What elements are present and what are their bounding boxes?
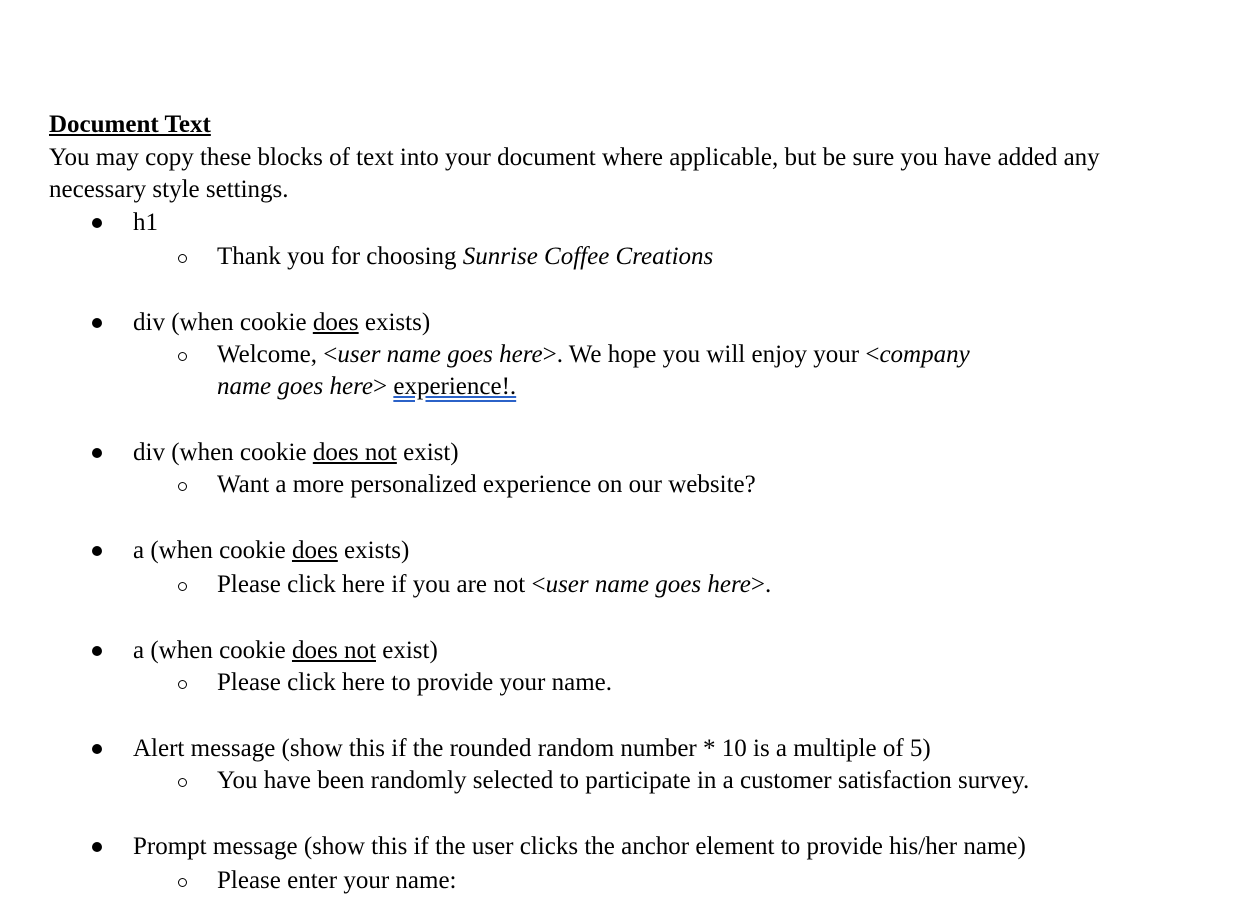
content-text: You have been randomly selected to participate in a customer satisfaction survey. (217, 767, 1030, 794)
section-label-underlined: does (312, 309, 359, 336)
section-label (133, 734, 931, 764)
section-label-underlined: does (291, 537, 338, 564)
sub-bullet-icon (178, 878, 187, 887)
content-text: > (372, 373, 394, 400)
bullet-icon (92, 546, 102, 556)
section-label-text: Alert message (show this if the rounded random number * 10 is a multiple of 5) (133, 735, 931, 762)
content-text: >. We hope you will enjoy your < (542, 341, 880, 368)
section-label-text: exists) (358, 309, 431, 336)
content-text: Want a more personalized experience on our website? (217, 471, 756, 498)
bullet-icon (92, 448, 102, 458)
section-content (217, 242, 713, 272)
section-label-text: exist) (396, 439, 459, 466)
document-heading: Document Text (49, 111, 211, 138)
section-label-text: exist) (376, 637, 438, 664)
bullet-icon (92, 744, 102, 754)
content-text: Thank you for choosing (217, 243, 463, 270)
bullet-icon (92, 318, 102, 328)
bullet-icon (92, 842, 102, 852)
placeholder-italic: name goes here (217, 373, 373, 400)
content-text: Welcome, < (217, 341, 338, 368)
section-label-text: a (when cookie (133, 637, 292, 664)
section-content (217, 668, 612, 698)
section-content (217, 766, 1029, 796)
content-text: Please click here to provide your name. (217, 669, 612, 696)
section-label-underlined: does not (291, 637, 376, 664)
section-content (217, 470, 756, 500)
section-label (133, 832, 1026, 862)
sub-bullet-icon (178, 582, 187, 591)
section-label-text: exists) (337, 537, 410, 564)
sub-bullet-icon (178, 680, 187, 689)
grammar-flagged-text: experience!. (393, 373, 517, 400)
sub-bullet-icon (178, 482, 187, 491)
company-name-italic: Sunrise Coffee Creations (462, 243, 714, 270)
intro-paragraph: You may copy these blocks of text into your document where applicable, but be sure you have added any necessary style settings. (49, 144, 1100, 203)
placeholder-italic: company (879, 341, 970, 368)
section-label (133, 536, 409, 566)
section-content (217, 340, 970, 370)
content-text: Please enter your name: (217, 867, 457, 894)
section-label-text: a (when cookie (133, 537, 292, 564)
section-label-text: Prompt message (show this if the user clicks the anchor element to provide his/her name) (133, 833, 1026, 860)
placeholder-italic: user name goes here (337, 341, 543, 368)
section-content (217, 866, 457, 896)
placeholder-italic: user name goes here (545, 571, 751, 598)
sub-bullet-icon (178, 778, 187, 787)
content-text: >. (750, 571, 772, 598)
sub-bullet-icon (178, 254, 187, 263)
section-label-text: div (when cookie (133, 439, 313, 466)
section-content-continued (217, 372, 516, 402)
section-content (217, 570, 771, 600)
section-label-text: h1 (133, 209, 158, 236)
section-label (133, 208, 158, 238)
bullet-icon (92, 218, 102, 228)
sub-bullet-icon (178, 352, 187, 361)
section-label-text: div (when cookie (133, 309, 313, 336)
section-label (133, 438, 459, 468)
section-label (133, 636, 438, 666)
section-label (133, 308, 430, 338)
bullet-icon (92, 646, 102, 656)
section-label-underlined: does not (312, 439, 397, 466)
content-text: Please click here if you are not < (217, 571, 546, 598)
